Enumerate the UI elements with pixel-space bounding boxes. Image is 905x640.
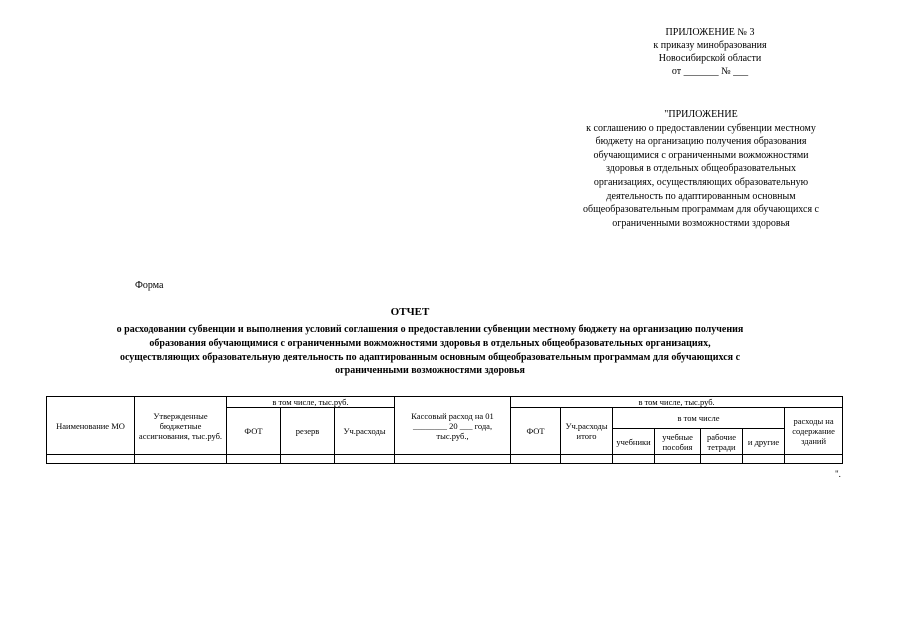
appendix-title: ПРИЛОЖЕНИЕ № 3 [665, 27, 755, 38]
header-including-inner: в том числе [613, 408, 785, 429]
header-cash-expense: Кассовый расход на 01 ________ 20 ___ года, тыс.руб., [395, 397, 511, 455]
agreement-line: к соглашению о предоставлении субвенции местному [586, 122, 816, 134]
table-cell[interactable] [227, 455, 281, 464]
header-reserve: резерв [281, 408, 335, 455]
agreement-line: здоровья в отдельных общеобразовательных [605, 163, 797, 175]
agreement-line: деятельность по адаптированным основным [606, 190, 796, 202]
appendix-header [560, 26, 860, 78]
header-study-manuals: учебные пособия [655, 429, 701, 455]
header-building-maintenance: расходы на содержание зданий [785, 408, 843, 455]
report-table [46, 396, 843, 464]
header-including-right: в том числе, тыс.руб. [511, 397, 843, 408]
table-cell[interactable] [47, 455, 135, 464]
table-cell[interactable] [785, 455, 843, 464]
report-subtitle-line: о расходовании субвенции и выполнения условий соглашения о предоставлении субвенции местному бюджету на организацию получения [116, 324, 744, 335]
report-subtitle [40, 323, 820, 378]
table-cell[interactable] [743, 455, 785, 464]
header-workbooks: рабочие тетради [701, 429, 743, 455]
agreement-line: бюджету на организацию получения образования [595, 136, 807, 148]
form-label: Форма [135, 280, 164, 291]
table-cell[interactable] [561, 455, 613, 464]
report-title: ОТЧЕТ [390, 306, 430, 318]
table-cell[interactable] [135, 455, 227, 464]
table-cell[interactable] [335, 455, 395, 464]
agreement-line: ограниченными возможностями здоровья [612, 217, 790, 229]
appendix-order-line: к приказу минобразования [653, 40, 767, 51]
header-approved-allocations: Утвержденные бюджетные ассигнования, тыс.руб. [135, 397, 227, 455]
report-subtitle-line: образования обучающимися с ограниченными вожможностями здоровья в отдельных общеобразовательных организациях, [149, 337, 711, 349]
header-study-expenses-total: Уч.расходы итого [561, 408, 613, 455]
header-fot: ФОТ [227, 408, 281, 455]
table-cell[interactable] [613, 455, 655, 464]
header-study-expenses: Уч.расходы [335, 408, 395, 455]
header-mo-name: Наименование МО [47, 397, 135, 455]
header-including-left: в том числе, тыс.руб. [227, 397, 395, 408]
table-cell[interactable] [395, 455, 511, 464]
report-subtitle-line: осуществляющих образовательную деятельность по адаптированным основным общеобразовательным программам для обучающихся с [119, 351, 741, 363]
closing-quote-mark: ". [835, 469, 841, 479]
header-fot-2: ФОТ [511, 408, 561, 455]
table-cell[interactable] [281, 455, 335, 464]
agreement-line: общеобразовательным программам для обучающихся с [583, 204, 819, 216]
table-cell[interactable] [655, 455, 701, 464]
agreement-header [556, 108, 846, 230]
table-cell[interactable] [701, 455, 743, 464]
table-row [47, 455, 843, 464]
appendix-date-number-line: от _______ № ___ [671, 66, 749, 77]
agreement-line: организациях, осуществляющих образовательную [593, 176, 809, 188]
table-cell[interactable] [511, 455, 561, 464]
report-subtitle-line: ограниченными возможностями здоровья [335, 365, 525, 377]
header-other: и другие [743, 429, 785, 455]
agreement-title: "ПРИЛОЖЕНИЕ [664, 109, 738, 120]
appendix-region-line: Новосибирской области [658, 53, 762, 64]
header-textbooks: учебники [613, 429, 655, 455]
agreement-line: обучающимися с ограниченными вожможностями [593, 149, 809, 161]
